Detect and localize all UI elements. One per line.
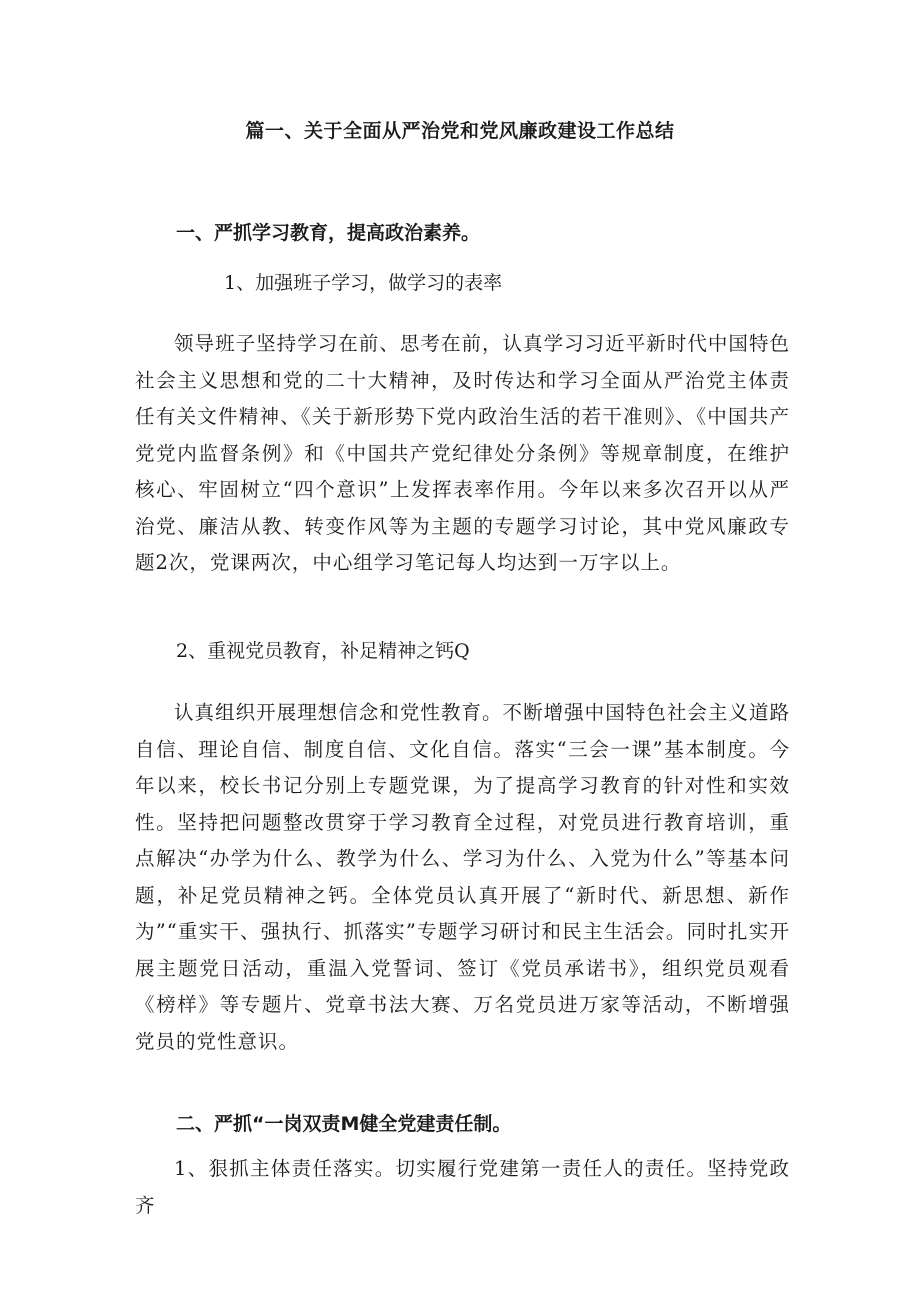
paragraph-2: 认真组织开展理想信念和党性教育。不断增强中国特色社会主义道路自信、理论自信、制度自信、文化自信。落实“三会一课”基本制度。今年以来，校长书记分别上专题党课，为了提高学习教育的针对性和实效性。坚持把问题整改贯穿于学习教育全过程，对党员进行教育培训，重点解决“办学为什么、教学为什么、学习为什么、入党为什么”等基本问题，补足党员精神之钙。全体党员认真开展了“新时代、新思想、新作为”“重实干、强执行、抓落实”专题学习研讨和民主生活会。同时扎实开展主题党日活动，重温入党誓词、签订《党员承诺书》，组织党员观看《榜样》等专题片、党章书法大赛、万名党员进万家等活动，不断增强党员的党性意识。 [135,701,790,1053]
document-title: 篇一、关于全面从严治党和党风廉政建设工作总结 [245,120,675,142]
paragraph-1: 领导班子坚持学习在前、思考在前，认真学习习近平新时代中国特色社会主义思想和党的二十大精神，及时传达和学习全面从严治党主体责任有关文件精神、《关于新形势下党内政治生活的若干准则》、《中国共产党党内监督条例》和《中国共产党纪律处分条例》等规章制度，在维护核心、牢固树立“四个意识”上发挥表率作用。今年以来多次召开以从严治党、廉洁从教、转变作风等为主题的专题学习讨论，其中党风廉政专题2次，党课两次，中心组学习笔记每人均达到一万字以上。 [135,332,790,574]
subsection-heading-2: 2、重视党员教育，补足精神之钙Q [176,640,470,662]
paragraph-3: 1、狠抓主体责任落实。切实履行党建第一责任人的责任。坚持党政齐 [135,1157,790,1217]
section-heading-1: 一、严抓学习教育，提高政治素养。 [176,222,481,244]
subsection-heading-1: 1、加强班子学习，做学习的表率 [224,272,503,294]
section-heading-2: 二、严抓“一岗双责M健全党建责任制。 [176,1113,512,1135]
